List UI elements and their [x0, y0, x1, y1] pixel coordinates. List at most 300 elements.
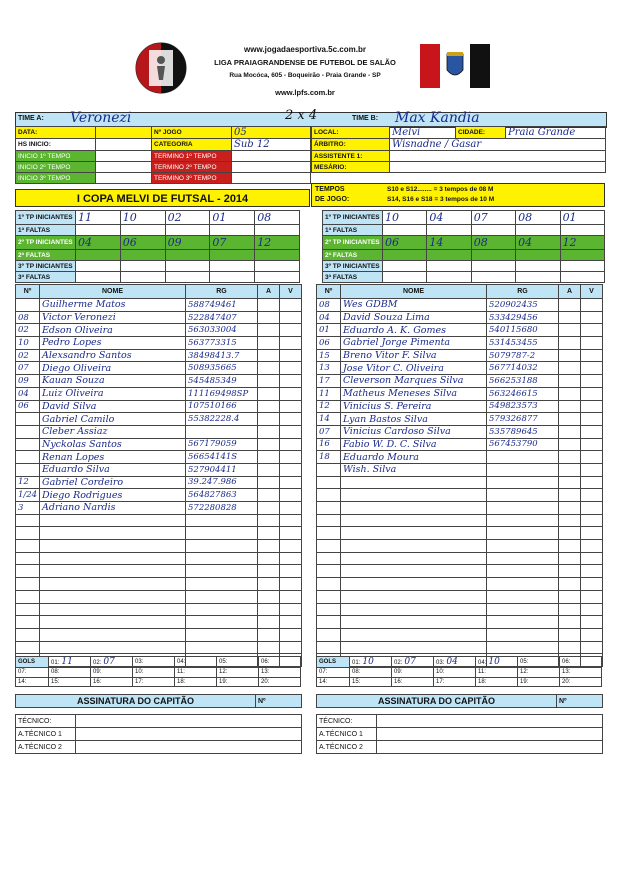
player-name: Diego Rodrigues	[40, 489, 186, 502]
arbitro-label: ÁRBITRO:	[312, 139, 390, 151]
data-label: DATA:	[16, 127, 96, 139]
gol-slot	[91, 668, 133, 678]
player-name: Lyan Bastos Silva	[341, 413, 487, 426]
player-number	[16, 616, 40, 629]
player-name	[341, 590, 487, 603]
tempos-box	[311, 183, 605, 207]
player-a	[258, 425, 280, 438]
player-row	[16, 502, 302, 515]
player-a	[559, 641, 581, 654]
player-name: Diego Oliveira	[40, 362, 186, 375]
inicio2-label: INICIO 2º TEMPO	[16, 162, 96, 173]
player-a	[559, 540, 581, 553]
player-number	[317, 616, 341, 629]
gol-slot-label: 08:	[352, 669, 361, 676]
player-v	[581, 400, 603, 413]
a-tp2-cell: 09	[165, 236, 210, 250]
player-a	[559, 603, 581, 616]
player-v	[581, 387, 603, 400]
player-name	[341, 641, 487, 654]
gol-slot-label: 10:	[135, 669, 144, 676]
n-jogo-value: 05	[232, 127, 311, 139]
player-number	[317, 489, 341, 502]
player-a	[559, 387, 581, 400]
gol-player: 10	[362, 657, 374, 667]
a-tp1-cell: 08	[255, 211, 300, 225]
player-name: Victor Veronezi	[40, 311, 186, 324]
player-name: Cleverson Marques Silva	[341, 375, 487, 388]
gol-slot-label: 17:	[436, 678, 445, 685]
player-row	[16, 603, 302, 616]
player-number	[16, 425, 40, 438]
player-a	[258, 514, 280, 527]
player-a	[559, 375, 581, 388]
player-row	[317, 311, 603, 324]
player-number: 16	[317, 438, 341, 451]
player-number: 09	[16, 375, 40, 388]
player-row	[16, 349, 302, 362]
player-name	[341, 565, 487, 578]
termino1-label: TERMINO 1º TEMPO	[152, 151, 232, 162]
player-row	[16, 578, 302, 591]
faltas3-label: 3ª FALTAS	[323, 272, 383, 283]
player-rg: 39.247.986	[186, 476, 258, 489]
team-a-gols	[15, 656, 301, 687]
tp2-label: 2º TP INICIANTES	[16, 236, 76, 250]
player-v	[280, 349, 302, 362]
player-a	[258, 387, 280, 400]
player-v	[581, 425, 603, 438]
gol-slot-label: 04:	[478, 660, 487, 666]
player-rg	[186, 514, 258, 527]
player-a	[258, 527, 280, 540]
player-row	[16, 400, 302, 413]
player-row	[16, 552, 302, 565]
col-nome: NOME	[40, 285, 186, 299]
signature-title: ASSINATURA DO CAPITÃO	[16, 695, 256, 708]
a-tp2-cell: 06	[120, 236, 165, 250]
player-rg	[487, 527, 559, 540]
player-v	[280, 400, 302, 413]
player-name	[40, 628, 186, 641]
city-flag	[420, 44, 490, 88]
player-name: Eduardo Silva	[40, 463, 186, 476]
player-v	[581, 463, 603, 476]
match-info-left	[15, 126, 311, 184]
player-v	[280, 413, 302, 426]
player-v	[280, 628, 302, 641]
a-tp2-cell: 12	[255, 236, 300, 250]
gol-slot	[16, 677, 49, 687]
player-v	[280, 552, 302, 565]
player-v	[280, 616, 302, 629]
gol-slot	[133, 677, 175, 687]
gol-player: 07	[404, 657, 416, 667]
gol-slot	[350, 668, 392, 678]
gol-slot	[560, 677, 602, 687]
player-row	[16, 616, 302, 629]
termino1-value	[232, 151, 311, 162]
player-v	[280, 362, 302, 375]
gol-slot	[91, 657, 133, 668]
player-v	[581, 324, 603, 337]
gol-slot-label: 12:	[219, 669, 228, 676]
player-a	[258, 603, 280, 616]
player-number	[16, 540, 40, 553]
b-tp1-cell: 01	[560, 211, 604, 225]
player-rg	[487, 514, 559, 527]
player-row	[317, 451, 603, 464]
player-v	[581, 527, 603, 540]
player-v	[581, 565, 603, 578]
player-name: Vinicius Cardoso Silva	[341, 425, 487, 438]
gol-slot	[217, 657, 259, 668]
player-rg	[186, 552, 258, 565]
gol-player: 07	[103, 657, 115, 667]
gol-slot	[259, 668, 301, 678]
player-v	[280, 438, 302, 451]
player-row	[16, 540, 302, 553]
player-rg	[487, 628, 559, 641]
player-a	[258, 628, 280, 641]
player-v	[280, 641, 302, 654]
player-number	[16, 527, 40, 540]
player-name: Pedro Lopes	[40, 337, 186, 350]
tecnico-label: TÉCNICO:	[317, 715, 377, 728]
player-a	[559, 299, 581, 312]
gol-slot-label: 05:	[219, 659, 228, 665]
player-name: Luiz Oliveira	[40, 387, 186, 400]
b-tp2-cell: 14	[427, 236, 471, 250]
player-number: 02	[16, 349, 40, 362]
faltas2-label: 2ª FALTAS	[16, 250, 76, 261]
player-row	[317, 425, 603, 438]
player-number	[16, 628, 40, 641]
player-v	[280, 451, 302, 464]
player-row	[16, 337, 302, 350]
player-v	[280, 463, 302, 476]
player-rg	[487, 489, 559, 502]
local-label: LOCAL:	[312, 127, 390, 139]
player-rg: 111169498SP	[186, 387, 258, 400]
mesario-label: MESÁRIO:	[312, 162, 390, 173]
gol-slot	[560, 657, 602, 668]
player-row	[317, 400, 603, 413]
player-v	[280, 578, 302, 591]
tempos-rule-1: S10 e S12........ = 3 tempos de 08 M	[387, 186, 494, 193]
copa-title: I COPA MELVI DE FUTSAL - 2014	[15, 189, 310, 207]
player-v	[280, 324, 302, 337]
gol-slot	[434, 657, 476, 668]
player-name: Gabriel Cordeiro	[40, 476, 186, 489]
gol-slot-label: 06:	[562, 659, 571, 665]
data-value	[96, 127, 152, 139]
col-nome: NOME	[341, 285, 487, 299]
player-v	[581, 299, 603, 312]
tempos-label: TEMPOS	[315, 186, 345, 193]
mesario-value	[390, 162, 606, 173]
player-name: Gabriel Camilo	[40, 413, 186, 426]
player-a	[559, 476, 581, 489]
player-v	[581, 603, 603, 616]
a-tp1-cell: 01	[210, 211, 255, 225]
player-number	[317, 603, 341, 616]
signature-title: ASSINATURA DO CAPITÃO	[317, 695, 557, 708]
termino2-label: TERMINO 2º TEMPO	[152, 162, 232, 173]
player-rg	[487, 463, 559, 476]
player-row	[317, 552, 603, 565]
col-v: V	[280, 285, 302, 299]
tp2-label: 2º TP INICIANTES	[323, 236, 383, 250]
time-a-value: Veronezi	[70, 110, 132, 126]
player-rg: 540115680	[487, 324, 559, 337]
player-v	[280, 387, 302, 400]
player-rg	[186, 527, 258, 540]
player-v	[581, 337, 603, 350]
player-name	[341, 603, 487, 616]
player-v	[280, 502, 302, 515]
player-row	[16, 425, 302, 438]
player-number: 18	[317, 451, 341, 464]
player-name: Jose Vitor C. Oliveira	[341, 362, 487, 375]
player-number	[317, 514, 341, 527]
player-name	[40, 578, 186, 591]
player-rg	[186, 565, 258, 578]
player-v	[581, 552, 603, 565]
player-a	[258, 299, 280, 312]
player-v	[280, 476, 302, 489]
faltas1-label: 1ª FALTAS	[16, 225, 76, 236]
tecnico-label: TÉCNICO:	[16, 715, 76, 728]
faltas2-label: 2ª FALTAS	[323, 250, 383, 261]
player-rg: 567453790	[487, 438, 559, 451]
player-name	[341, 552, 487, 565]
player-name	[40, 616, 186, 629]
gol-slot-label: 09:	[93, 669, 102, 676]
gol-slot-label: 05:	[520, 659, 529, 665]
player-row	[317, 616, 603, 629]
gol-slot-label: 15:	[51, 678, 60, 685]
player-row	[16, 463, 302, 476]
player-row	[16, 299, 302, 312]
gol-slot	[518, 668, 560, 678]
player-row	[317, 413, 603, 426]
player-number	[317, 590, 341, 603]
player-v	[280, 514, 302, 527]
player-name: Alexsandro Santos	[40, 349, 186, 362]
gol-player: 11	[61, 657, 73, 667]
player-a	[559, 311, 581, 324]
team-b-roster	[316, 284, 603, 667]
col-rg: RG	[186, 285, 258, 299]
player-name	[40, 514, 186, 527]
player-a	[258, 324, 280, 337]
gol-slot	[392, 677, 434, 687]
player-a	[559, 527, 581, 540]
player-row	[317, 514, 603, 527]
player-a	[258, 540, 280, 553]
player-name	[40, 603, 186, 616]
gol-slot-label: 18:	[177, 678, 186, 685]
player-row	[16, 565, 302, 578]
player-rg: 588749461	[186, 299, 258, 312]
player-row	[16, 489, 302, 502]
player-name: Wes GDBM	[341, 299, 487, 312]
gol-slot	[16, 668, 49, 678]
time-a-label: TIME A:	[18, 115, 44, 122]
player-number: 06	[317, 337, 341, 350]
player-number: 17	[317, 375, 341, 388]
gol-slot-label: 16:	[394, 678, 403, 685]
gol-slot	[175, 657, 217, 668]
player-number: 1/24	[16, 489, 40, 502]
player-a	[559, 451, 581, 464]
player-name: Matheus Meneses Silva	[341, 387, 487, 400]
gol-slot-label: 11:	[177, 669, 185, 676]
gol-slot	[133, 668, 175, 678]
player-row	[317, 590, 603, 603]
gol-slot-label: 07:	[18, 669, 27, 676]
gol-slot	[560, 668, 602, 678]
player-row	[317, 375, 603, 388]
player-name	[341, 578, 487, 591]
col-num: Nº	[16, 285, 40, 299]
player-name: Kauan Souza	[40, 375, 186, 388]
player-row	[16, 438, 302, 451]
player-a	[559, 425, 581, 438]
gol-slot-label: 03:	[135, 659, 144, 665]
faltas3-label: 3ª FALTAS	[16, 272, 76, 283]
player-a	[258, 565, 280, 578]
signature-num: Nº	[557, 695, 603, 708]
player-number: 04	[317, 311, 341, 324]
player-rg	[487, 641, 559, 654]
gol-slot	[91, 677, 133, 687]
player-a	[559, 502, 581, 515]
player-row	[317, 540, 603, 553]
gol-slot-label: 09:	[394, 669, 403, 676]
player-rg	[487, 552, 559, 565]
gols-label: GOLS	[16, 657, 49, 668]
player-number	[16, 578, 40, 591]
player-row	[317, 476, 603, 489]
gol-slot	[259, 657, 301, 668]
player-rg: 567179059	[186, 438, 258, 451]
player-a	[258, 438, 280, 451]
player-v	[280, 375, 302, 388]
gol-slot-label: 07:	[319, 669, 328, 676]
player-a	[559, 565, 581, 578]
player-rg: 531453455	[487, 337, 559, 350]
player-v	[581, 349, 603, 362]
player-name	[40, 590, 186, 603]
player-rg	[487, 451, 559, 464]
gol-slot-label: 16:	[93, 678, 102, 685]
player-number	[16, 552, 40, 565]
at1-label: A.TÉCNICO 1	[317, 728, 377, 741]
player-name: Vinicius S. Pereira	[341, 400, 487, 413]
player-name: Gabriel Jorge Pimenta	[341, 337, 487, 350]
team-a-signature	[15, 694, 302, 754]
player-rg: 508935665	[186, 362, 258, 375]
dejogo-label: DE JOGO:	[315, 196, 350, 203]
player-a	[559, 463, 581, 476]
player-row	[317, 578, 603, 591]
player-number	[317, 628, 341, 641]
player-rg: 567714032	[487, 362, 559, 375]
player-a	[258, 400, 280, 413]
player-rg: 545485349	[186, 375, 258, 388]
team-b-signature	[316, 694, 603, 754]
gol-slot-label: 19:	[219, 678, 228, 685]
player-a	[258, 337, 280, 350]
gol-slot	[49, 668, 91, 678]
player-v	[280, 299, 302, 312]
player-a	[258, 489, 280, 502]
player-rg: 566253188	[487, 375, 559, 388]
header-site: www.jogadaesportiva.5c.com.br	[244, 45, 366, 54]
player-a	[258, 311, 280, 324]
assistente-label: ASSISTENTE 1:	[312, 151, 390, 162]
league-logo	[133, 42, 189, 94]
at2-label: A.TÉCNICO 2	[317, 741, 377, 754]
player-number: 12	[16, 476, 40, 489]
team-a-periods	[15, 210, 300, 283]
player-rg: 520902435	[487, 299, 559, 312]
a-tp1-cell: 11	[76, 211, 121, 225]
player-a	[258, 476, 280, 489]
gol-slot-label: 19:	[520, 678, 529, 685]
tp1-label: 1º TP INICIANTES	[16, 211, 76, 225]
termino3-value	[232, 173, 311, 184]
inicio3-label: INICIO 3º TEMPO	[16, 173, 96, 184]
player-rg: 55382228.4	[186, 413, 258, 426]
player-number: 15	[317, 349, 341, 362]
player-row	[16, 451, 302, 464]
team-b-gols	[316, 656, 602, 687]
player-row	[317, 362, 603, 375]
player-rg	[186, 540, 258, 553]
tp1-label: 1º TP INICIANTES	[323, 211, 383, 225]
player-rg: 572280828	[186, 502, 258, 515]
gol-slot-label: 04:	[177, 659, 186, 665]
at2-label: A.TÉCNICO 2	[16, 741, 76, 754]
player-name: Eduardo A. K. Gomes	[341, 324, 487, 337]
player-number	[317, 463, 341, 476]
player-name	[40, 540, 186, 553]
gol-slot	[317, 668, 350, 678]
player-rg: 563033004	[186, 324, 258, 337]
player-a	[559, 578, 581, 591]
player-rg: 563246615	[487, 387, 559, 400]
player-row	[317, 299, 603, 312]
time-b-label: TIME B:	[352, 115, 379, 122]
player-number	[317, 502, 341, 515]
local-value: Melvi	[390, 127, 456, 139]
assistente-value	[390, 151, 606, 162]
player-v	[581, 616, 603, 629]
a-tp1-cell: 10	[120, 211, 165, 225]
gol-slot	[49, 657, 91, 668]
team-b-periods	[322, 210, 605, 283]
player-v	[280, 565, 302, 578]
gol-slot	[317, 677, 350, 687]
player-row	[317, 349, 603, 362]
player-a	[258, 413, 280, 426]
player-v	[581, 628, 603, 641]
gol-slot-label: 13:	[261, 669, 270, 676]
header-league: LIGA PRAIAGRANDENSE DE FUTEBOL DE SALÃO	[214, 58, 396, 67]
